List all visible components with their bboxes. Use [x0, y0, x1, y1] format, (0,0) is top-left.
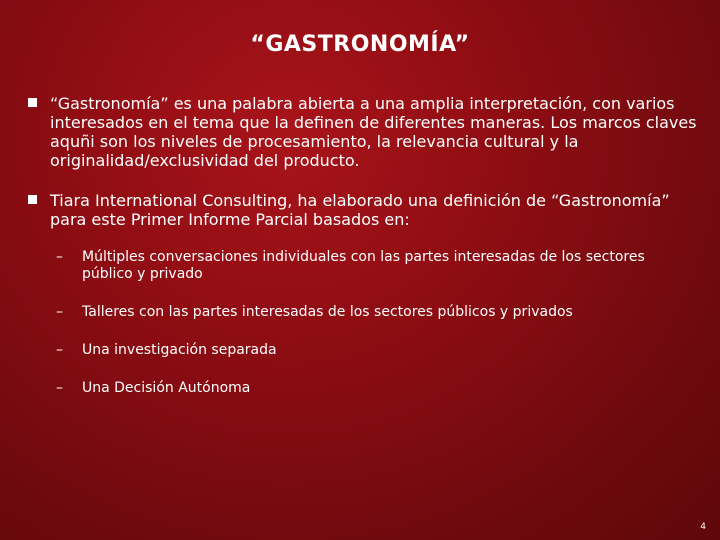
- dash-bullet-icon: –: [56, 342, 63, 358]
- page-number: 4: [700, 522, 706, 532]
- sub-bullet-text: Múltiples conversaciones individuales con las partes interesadas de los sectores público y privado: [82, 249, 645, 282]
- square-bullet-icon: [28, 195, 37, 204]
- dash-bullet-icon: –: [56, 304, 63, 320]
- dash-bullet-icon: –: [56, 380, 63, 396]
- sub-bullet-text: Talleres con las partes interesadas de los sectores públicos y privados: [82, 304, 573, 320]
- bullet-text: “Gastronomía” es una palabra abierta a una amplia interpretación, con varios interesados en el tema que la definen de diferentes maneras. Los marcos claves aquñi son los niveles de procesamiento, la relevancia cultural y la originalidad/exclusividad del producto.: [50, 94, 697, 170]
- sub-bullet-text: Una Decisión Autónoma: [82, 380, 251, 396]
- dash-bullet-icon: –: [56, 249, 63, 265]
- square-bullet-icon: [28, 98, 37, 107]
- bullet-text: Tiara International Consulting, ha elaborado una definición de “Gastronomía” para este Primer Informe Parcial basados en:: [50, 191, 670, 229]
- slide-title: “GASTRONOMÍA”: [250, 32, 470, 57]
- sub-bullet-text: Una investigación separada: [82, 342, 277, 358]
